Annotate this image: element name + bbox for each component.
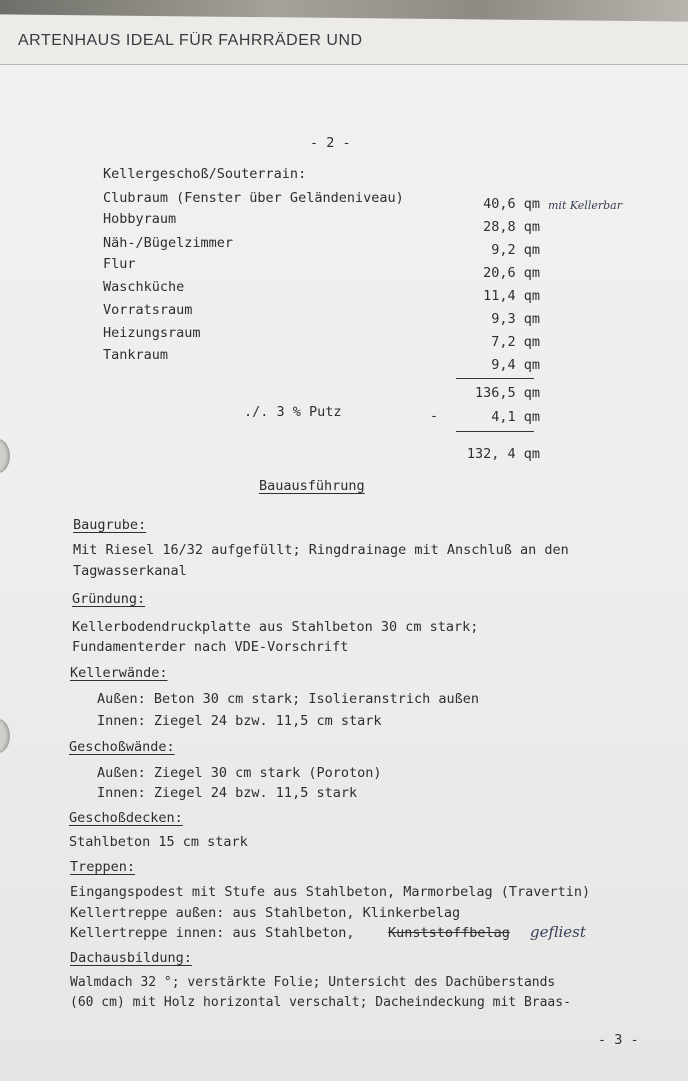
section-line: Außen: Beton 30 cm stark; Isolieranstrich außen	[97, 691, 480, 707]
section-line: Mit Riesel 16/32 aufgefüllt; Ringdrainage mit Anschluß an den	[73, 542, 569, 558]
struck-text: Kunststoffbelag	[388, 925, 510, 941]
room-name: Heizungsraum	[103, 325, 201, 341]
room-name: Clubraum (Fenster über Geländeniveau)	[103, 190, 404, 206]
sum-rule	[456, 378, 534, 379]
section-title: Kellerwände:	[70, 665, 168, 681]
sum-rule	[456, 431, 534, 432]
document-page	[0, 64, 688, 1081]
room-name: Tankraum	[103, 347, 169, 363]
construction-heading: Bauausführung	[259, 478, 365, 494]
basement-heading: Kellergeschoß/Souterrain:	[103, 166, 307, 182]
section-title: Gründung:	[72, 591, 146, 607]
room-area: 9,3 qm	[491, 311, 540, 327]
back-sheet-heading: ARTENHAUS IDEAL FÜR FAHRRÄDER UND	[18, 32, 363, 49]
section-title: Geschoßwände:	[69, 739, 175, 755]
room-name: Näh-/Bügelzimmer	[103, 235, 234, 251]
section-line: Fundamenterder nach VDE-Vorschrift	[72, 639, 349, 655]
punch-hole	[0, 719, 10, 753]
section-title: Treppen:	[70, 859, 136, 875]
section-line: Innen: Ziegel 24 bzw. 11,5 cm stark	[97, 713, 382, 729]
handwritten-note: mit Kellerbar	[548, 199, 622, 212]
deduction-label: ./. 3 % Putz	[244, 404, 342, 420]
section-line: Innen: Ziegel 24 bzw. 11,5 stark	[97, 785, 358, 801]
section-line: Eingangspodest mit Stufe aus Stahlbeton, Marmorbelag (Travertin)	[70, 884, 591, 900]
section-title: Dachausbildung:	[70, 950, 192, 966]
subtotal-area: 136,5 qm	[474, 385, 540, 401]
section-line: (60 cm) mit Holz horizontal verschalt; Dacheindeckung mit Braas-	[70, 995, 571, 1010]
section-line: Kellertreppe innen: aus Stahlbeton,	[70, 925, 355, 941]
room-area: 11,4 qm	[483, 288, 540, 304]
deduction-area: 4,1 qm	[491, 409, 540, 425]
deduction-dash: -	[430, 408, 439, 424]
handwritten-note: gefliest	[530, 923, 586, 941]
section-line: Walmdach 32 °; verstärkte Folie; Untersicht des Dachüberstands	[70, 975, 556, 990]
room-area: 20,6 qm	[483, 265, 540, 281]
section-line: Stahlbeton 15 cm stark	[69, 834, 248, 850]
total-area: 132, 4 qm	[466, 446, 540, 462]
section-title: Baugrube:	[73, 517, 147, 533]
room-name: Hobbyraum	[103, 211, 177, 227]
section-line: Kellerbodendruckplatte aus Stahlbeton 30 cm stark;	[72, 619, 479, 635]
section-line: Kellertreppe außen: aus Stahlbeton, Klinkerbelag	[70, 905, 461, 921]
section-line: Tagwasserkanal	[73, 563, 187, 579]
room-area: 7,2 qm	[491, 334, 540, 350]
section-title: Geschoßdecken:	[69, 810, 183, 826]
next-page-number: - 3 -	[598, 1032, 639, 1048]
room-area: 9,4 qm	[491, 357, 540, 373]
room-area: 28,8 qm	[483, 219, 540, 235]
room-area: 40,6 qm	[483, 196, 540, 212]
room-name: Vorratsraum	[103, 302, 193, 318]
section-line: Außen: Ziegel 30 cm stark (Poroton)	[97, 765, 382, 781]
room-name: Flur	[103, 256, 136, 272]
room-name: Waschküche	[103, 279, 185, 295]
punch-hole	[0, 439, 10, 473]
room-area: 9,2 qm	[491, 242, 540, 258]
page-number: - 2 -	[310, 135, 351, 151]
